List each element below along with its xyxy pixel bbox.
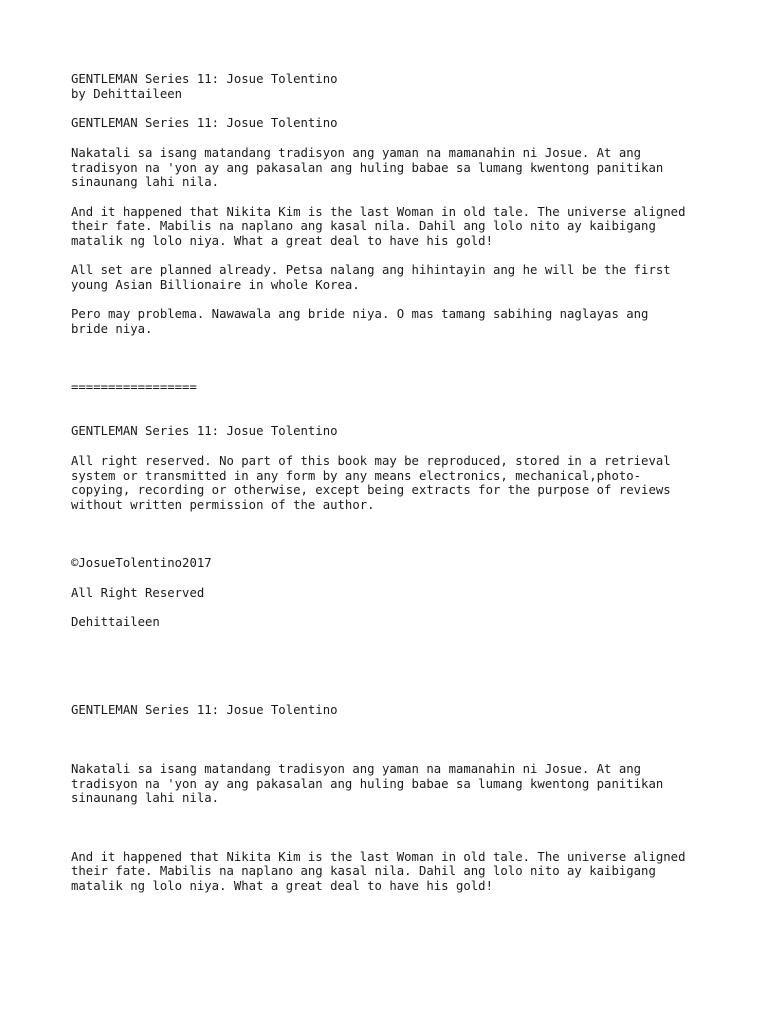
paragraph-line: matalik ng lolo niya. What a great deal to have his gold!	[71, 879, 493, 893]
author-name: Dehittaileen	[71, 615, 160, 629]
notice-line: All right reserved. No part of this book may be reproduced, stored in a retrieval	[71, 454, 671, 468]
document-title: GENTLEMAN Series 11: Josue Tolentino	[71, 72, 338, 86]
section-heading: GENTLEMAN Series 11: Josue Tolentino	[71, 116, 338, 130]
paragraph-line: Pero may problema. Nawawala ang bride niya. O mas tamang sabihing naglayas ang	[71, 307, 649, 321]
paragraph-line: Nakatali sa isang matandang tradisyon ang yaman na mamanahin ni Josue. At ang	[71, 146, 642, 160]
notice-line: system or transmitted in any form by any means electronics, mechanical,photo-	[71, 469, 642, 483]
paragraph-line: bride niya.	[71, 322, 153, 336]
paragraph-line: tradisyon na 'yon ay ang pakasalan ang huling babae sa lumang kwentong panitikan	[71, 777, 664, 791]
paragraph-line: young Asian Billionaire in whole Korea.	[71, 278, 360, 292]
paragraph-line: tradisyon na 'yon ay ang pakasalan ang huling babae sa lumang kwentong panitikan	[71, 161, 664, 175]
paragraph-line: their fate. Mabilis na naplano ang kasal nila. Dahil ang lolo nito ay kaibigang	[71, 219, 656, 233]
rights-line: All Right Reserved	[71, 586, 205, 600]
paragraph-line: Nakatali sa isang matandang tradisyon ang yaman na mamanahin ni Josue. At ang	[71, 762, 642, 776]
paragraph-line: And it happened that Nikita Kim is the last Woman in old tale. The universe aligned	[71, 850, 686, 864]
section-heading: GENTLEMAN Series 11: Josue Tolentino	[71, 703, 338, 717]
document-byline: by Dehittaileen	[71, 87, 183, 101]
notice-line: copying, recording or otherwise, except being extracts for the purpose of reviews	[71, 483, 671, 497]
section-separator: =================	[71, 380, 197, 394]
paragraph-line: And it happened that Nikita Kim is the last Woman in old tale. The universe aligned	[71, 205, 686, 219]
paragraph-line: their fate. Mabilis na naplano ang kasal nila. Dahil ang lolo nito ay kaibigang	[71, 864, 656, 878]
paragraph-line: matalik ng lolo niya. What a great deal to have his gold!	[71, 234, 493, 248]
paragraph-line: sinaunang lahi nila.	[71, 175, 220, 189]
copyright-line: ©JosueTolentino2017	[71, 556, 212, 570]
paragraph-line: All set are planned already. Petsa nalang ang hihintayin ang he will be the first	[71, 263, 671, 277]
notice-line: without written permission of the author.	[71, 498, 375, 512]
section-heading: GENTLEMAN Series 11: Josue Tolentino	[71, 424, 338, 438]
paragraph-line: sinaunang lahi nila.	[71, 791, 220, 805]
